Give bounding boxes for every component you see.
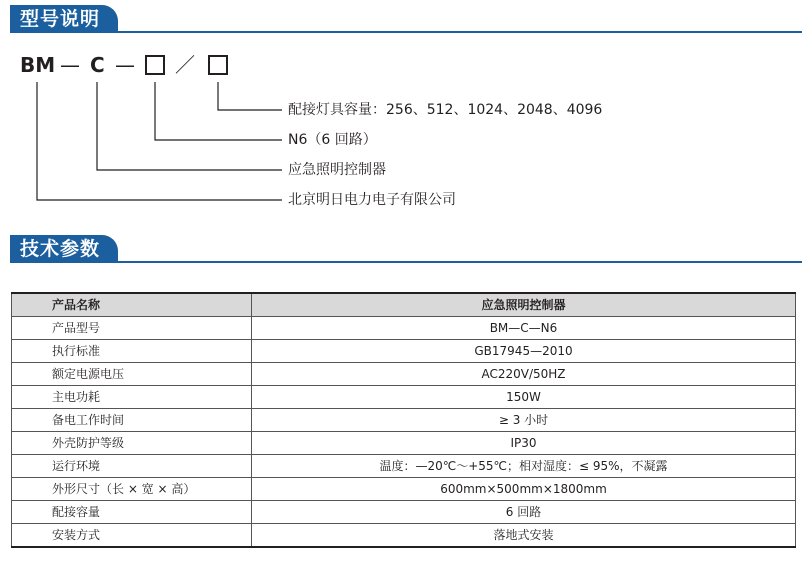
legend-company: 北京明日电力电子有限公司 (288, 192, 456, 208)
table-row (12, 524, 796, 548)
param-value: 落地式安装 (252, 524, 796, 548)
param-value: AC220V/50HZ (252, 363, 796, 386)
table-row (12, 478, 796, 501)
param-value: IP30 (252, 432, 796, 455)
table-row (12, 409, 796, 432)
tech-section-header (0, 235, 807, 263)
legend-capacity: 配接灯具容量：256、512、1024、2048、4096 (288, 102, 603, 118)
param-name: 外形尺寸（长 × 宽 × 高） (12, 478, 252, 501)
model-code-prefix: BM (20, 53, 56, 77)
param-value: 温度：—20℃～+55℃；相对湿度：≤ 95%，不凝露 (252, 455, 796, 478)
table-row (12, 455, 796, 478)
param-value: 6 回路 (252, 501, 796, 524)
table-header-row (12, 293, 796, 317)
param-value: BM—C—N6 (252, 317, 796, 340)
param-name: 安装方式 (12, 524, 252, 548)
legend-controller: 应急照明控制器 (288, 162, 386, 178)
model-section-title: 型号说明 (10, 5, 118, 33)
tech-section-rule (10, 261, 802, 263)
tech-params-table (11, 292, 796, 548)
param-name: 额定电源电压 (12, 363, 252, 386)
leader-line-capacity (218, 82, 282, 110)
param-name: 配接容量 (12, 501, 252, 524)
param-value: 600mm×500mm×1800mm (252, 478, 796, 501)
table-row (12, 317, 796, 340)
param-value: ≥ 3 小时 (252, 409, 796, 432)
table-header-name: 产品名称 (12, 293, 252, 317)
param-name: 备电工作时间 (12, 409, 252, 432)
legend-loops: N6（6 回路） (288, 132, 377, 148)
model-code-loop-box (145, 55, 165, 75)
param-name: 外壳防护等级 (12, 432, 252, 455)
model-code-dash-2: — (115, 53, 135, 77)
model-code-capacity-box (208, 55, 228, 75)
table-row (12, 363, 796, 386)
model-section-rule (10, 31, 802, 33)
table-row (12, 432, 796, 455)
model-code-series: C (90, 53, 105, 77)
model-section-header (0, 5, 807, 33)
param-value: 150W (252, 386, 796, 409)
param-name: 产品型号 (12, 317, 252, 340)
model-code-slash: ／ (175, 53, 195, 77)
param-name: 执行标准 (12, 340, 252, 363)
tech-section-title: 技术参数 (10, 235, 118, 263)
table-row (12, 340, 796, 363)
param-name: 主电功耗 (12, 386, 252, 409)
table-row (12, 501, 796, 524)
param-value: GB17945—2010 (252, 340, 796, 363)
leader-line-controller (97, 82, 282, 170)
table-row (12, 386, 796, 409)
leader-line-loops (155, 82, 282, 140)
leader-line-company (37, 82, 282, 200)
table-header-value: 应急照明控制器 (252, 293, 796, 317)
param-name: 运行环境 (12, 455, 252, 478)
model-code-dash-1: — (60, 53, 80, 77)
